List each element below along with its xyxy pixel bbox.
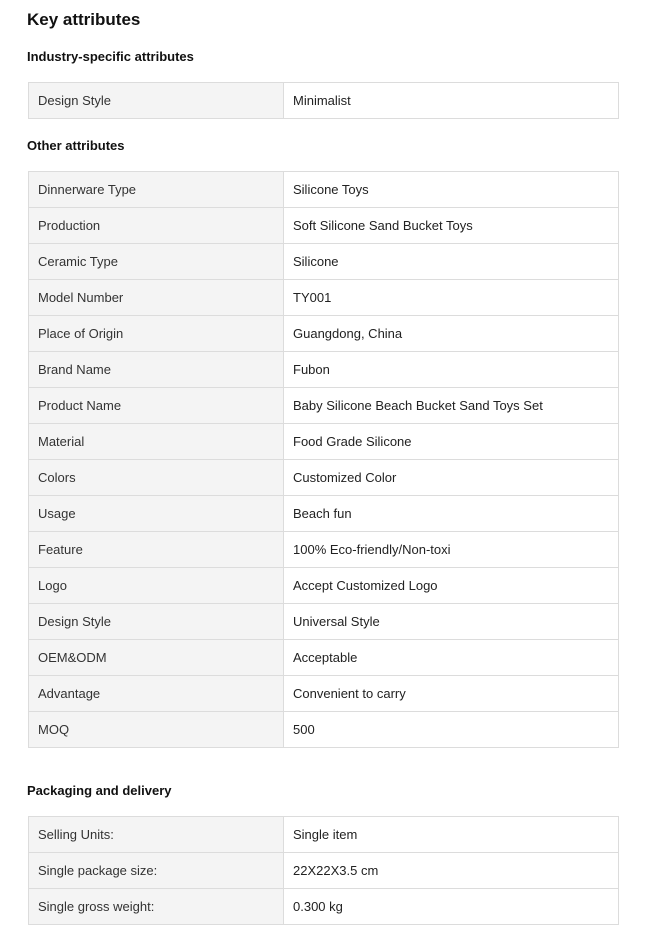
attribute-key: Place of Origin <box>29 316 284 352</box>
table-row <box>29 388 619 424</box>
table-row <box>29 496 619 532</box>
attribute-key: Design Style <box>29 83 284 119</box>
attribute-value: 22X22X3.5 cm <box>284 853 619 889</box>
attribute-value: TY001 <box>284 280 619 316</box>
attribute-key: Ceramic Type <box>29 244 284 280</box>
table-row <box>29 532 619 568</box>
attribute-key: Brand Name <box>29 352 284 388</box>
table-row <box>29 424 619 460</box>
table-row <box>29 640 619 676</box>
attribute-key: Colors <box>29 460 284 496</box>
table-row <box>29 817 619 853</box>
table-row <box>29 676 619 712</box>
attribute-value: 500 <box>284 712 619 748</box>
attribute-key: Selling Units: <box>29 817 284 853</box>
attribute-value: Baby Silicone Beach Bucket Sand Toys Set <box>284 388 619 424</box>
attribute-value: Accept Customized Logo <box>284 568 619 604</box>
attribute-value: Customized Color <box>284 460 619 496</box>
attribute-key: Product Name <box>29 388 284 424</box>
table-row <box>29 712 619 748</box>
table-row <box>29 568 619 604</box>
packaging-table <box>28 816 619 925</box>
other-attributes-table <box>28 171 619 748</box>
attribute-value: 100% Eco-friendly/Non-toxi <box>284 532 619 568</box>
section-title-industry: Industry-specific attributes <box>27 49 194 64</box>
attribute-value: Beach fun <box>284 496 619 532</box>
attribute-key: Single gross weight: <box>29 889 284 925</box>
attribute-key: Logo <box>29 568 284 604</box>
table-row <box>29 83 619 119</box>
table-row <box>29 172 619 208</box>
attribute-value: Single item <box>284 817 619 853</box>
industry-attributes-table <box>28 82 619 119</box>
section-title-other: Other attributes <box>27 138 125 153</box>
attribute-key: OEM&ODM <box>29 640 284 676</box>
attribute-value: Silicone <box>284 244 619 280</box>
section-title-packaging: Packaging and delivery <box>27 783 172 798</box>
attribute-value: Fubon <box>284 352 619 388</box>
attribute-value: Soft Silicone Sand Bucket Toys <box>284 208 619 244</box>
attribute-key: Dinnerware Type <box>29 172 284 208</box>
attribute-key: Usage <box>29 496 284 532</box>
page-title: Key attributes <box>27 10 141 29</box>
table-row <box>29 244 619 280</box>
attribute-value: Food Grade Silicone <box>284 424 619 460</box>
attribute-value: Universal Style <box>284 604 619 640</box>
attribute-value: Silicone Toys <box>284 172 619 208</box>
table-row <box>29 280 619 316</box>
table-row <box>29 853 619 889</box>
attribute-value: 0.300 kg <box>284 889 619 925</box>
attribute-key: MOQ <box>29 712 284 748</box>
attribute-key: Production <box>29 208 284 244</box>
attribute-key: Model Number <box>29 280 284 316</box>
table-row <box>29 208 619 244</box>
attribute-key: Material <box>29 424 284 460</box>
attribute-value: Guangdong, China <box>284 316 619 352</box>
attribute-key: Single package size: <box>29 853 284 889</box>
attribute-value: Convenient to carry <box>284 676 619 712</box>
attribute-key: Feature <box>29 532 284 568</box>
table-row <box>29 604 619 640</box>
table-row <box>29 316 619 352</box>
attribute-value: Minimalist <box>284 83 619 119</box>
table-row <box>29 460 619 496</box>
attribute-value: Acceptable <box>284 640 619 676</box>
table-row <box>29 889 619 925</box>
attribute-key: Design Style <box>29 604 284 640</box>
attribute-key: Advantage <box>29 676 284 712</box>
table-row <box>29 352 619 388</box>
